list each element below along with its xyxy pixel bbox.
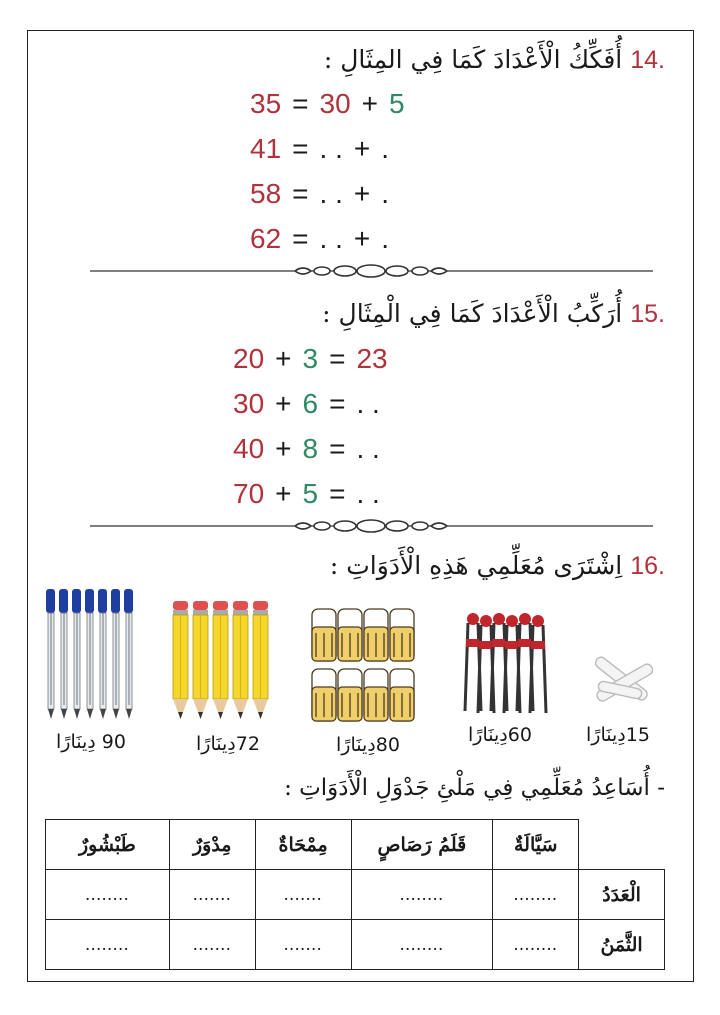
table-row	[46, 870, 665, 920]
exercise-14-number: 14.	[630, 46, 665, 74]
equals-sign: =	[329, 477, 346, 509]
equation-row	[250, 81, 405, 126]
eraser-icon	[310, 607, 420, 725]
chalk-icon	[588, 649, 660, 719]
table-cell-blank[interactable]: .......	[169, 870, 255, 920]
table-cell-blank[interactable]: ........	[351, 920, 493, 970]
header-pencil: قَلَمُ رَصَاصٍ	[351, 820, 493, 870]
ornament-divider	[90, 516, 653, 536]
equation-row	[250, 171, 405, 216]
tens-part: 30	[319, 87, 351, 119]
table-cell-blank[interactable]: ........	[46, 870, 170, 920]
empty-corner-cell	[579, 820, 665, 870]
header-chalk: طَبْشُورٌ	[46, 820, 170, 870]
equals-sign: =	[292, 87, 309, 119]
table-header-row	[46, 820, 665, 870]
row-label-price: الثَّمَنُ	[579, 920, 665, 970]
units-blank[interactable]: .	[381, 222, 389, 254]
equation-row	[233, 426, 388, 471]
units-part: 6	[302, 387, 319, 419]
plus-sign: +	[353, 132, 371, 164]
equation-row	[250, 216, 405, 261]
exercise-16-instruction: اِشْتَرَى مُعَلِّمِي هَذِهِ الْأَدَوَاتِ :	[329, 551, 623, 580]
number-total: 23	[356, 342, 388, 374]
worksheet	[27, 30, 694, 982]
plus-sign: +	[275, 477, 292, 509]
exercise-15-instruction: أُرَكِّبُ الْأَعْدَادَ كَمَا فِي الْمِثَالِ :	[322, 299, 623, 328]
pencils-price: 72دِينَارًا	[196, 733, 260, 755]
header-compass: مِدْوَرٌ	[169, 820, 255, 870]
table-row	[46, 920, 665, 970]
pencil-icon	[170, 599, 274, 723]
plus-sign: +	[353, 177, 371, 209]
equals-sign: =	[292, 222, 309, 254]
ornament-divider	[90, 261, 653, 281]
table-cell-blank[interactable]: .......	[255, 920, 351, 970]
compass-icon	[460, 611, 552, 723]
erasers-price: 80دِينَارًا	[336, 734, 400, 756]
tens-blank[interactable]: . .	[319, 132, 343, 164]
compasses-price: 60دِينَارًا	[468, 724, 532, 746]
table-cell-blank[interactable]: ........	[351, 870, 493, 920]
number-total: 41	[250, 132, 282, 164]
table-cell-blank[interactable]: .......	[169, 920, 255, 970]
plus-sign: +	[275, 432, 292, 464]
total-blank[interactable]: . .	[356, 387, 380, 419]
table-cell-blank[interactable]: ........	[493, 920, 579, 970]
header-pen: سَيَّالَةٌ	[493, 820, 579, 870]
equals-sign: =	[292, 177, 309, 209]
pens-price: 90 دِينَارًا	[56, 731, 126, 753]
tens-blank[interactable]: . .	[319, 222, 343, 254]
tools-row	[28, 581, 695, 761]
exercise-15-equations	[233, 336, 388, 516]
plus-sign: +	[275, 342, 292, 374]
total-blank[interactable]: . .	[356, 432, 380, 464]
table-cell-blank[interactable]: .......	[255, 870, 351, 920]
exercise-15-title	[322, 297, 665, 331]
equals-sign: =	[329, 432, 346, 464]
plus-sign: +	[353, 222, 371, 254]
table-instruction: - أُسَاعِدُ مُعَلِّمِي فِي مَلْئِ جَدْوَلِ الْأَدَوَاتِ :	[284, 775, 665, 801]
tens-part: 20	[233, 342, 265, 374]
number-total: 58	[250, 177, 282, 209]
row-label-count: الْعَدَدُ	[579, 870, 665, 920]
tools-table	[45, 819, 665, 970]
equation-row	[233, 471, 388, 516]
number-total: 35	[250, 87, 282, 119]
equation-row	[233, 381, 388, 426]
tens-part: 40	[233, 432, 265, 464]
exercise-15-number: 15.	[630, 300, 665, 328]
equals-sign: =	[329, 387, 346, 419]
plus-sign: +	[275, 387, 292, 419]
exercise-16-title	[330, 549, 665, 583]
plus-sign: +	[361, 87, 379, 119]
exercise-16-number: 16.	[630, 552, 665, 580]
table-cell-blank[interactable]: ........	[46, 920, 170, 970]
units-part: 3	[302, 342, 319, 374]
pen-icon	[38, 585, 143, 721]
exercise-14-instruction: أُفَكِّكُ الْأَعْدَادَ كَمَا فِي المِثَالِ :	[323, 45, 623, 74]
units-blank[interactable]: .	[381, 132, 389, 164]
equals-sign: =	[292, 132, 309, 164]
tens-blank[interactable]: . .	[319, 177, 343, 209]
units-blank[interactable]: .	[381, 177, 389, 209]
equation-row	[250, 126, 405, 171]
number-total: 62	[250, 222, 282, 254]
units-part: 5	[302, 477, 319, 509]
units-part: 5	[389, 87, 405, 119]
chalk-price: 15دِينَارًا	[586, 724, 650, 746]
exercise-14-equations	[250, 81, 405, 261]
equals-sign: =	[329, 342, 346, 374]
total-blank[interactable]: . .	[356, 477, 380, 509]
units-part: 8	[302, 432, 319, 464]
tens-part: 30	[233, 387, 265, 419]
equation-row	[233, 336, 388, 381]
exercise-14-title	[324, 43, 665, 77]
tens-part: 70	[233, 477, 265, 509]
header-eraser: مِمْحَاةٌ	[255, 820, 351, 870]
table-cell-blank[interactable]: ........	[493, 870, 579, 920]
